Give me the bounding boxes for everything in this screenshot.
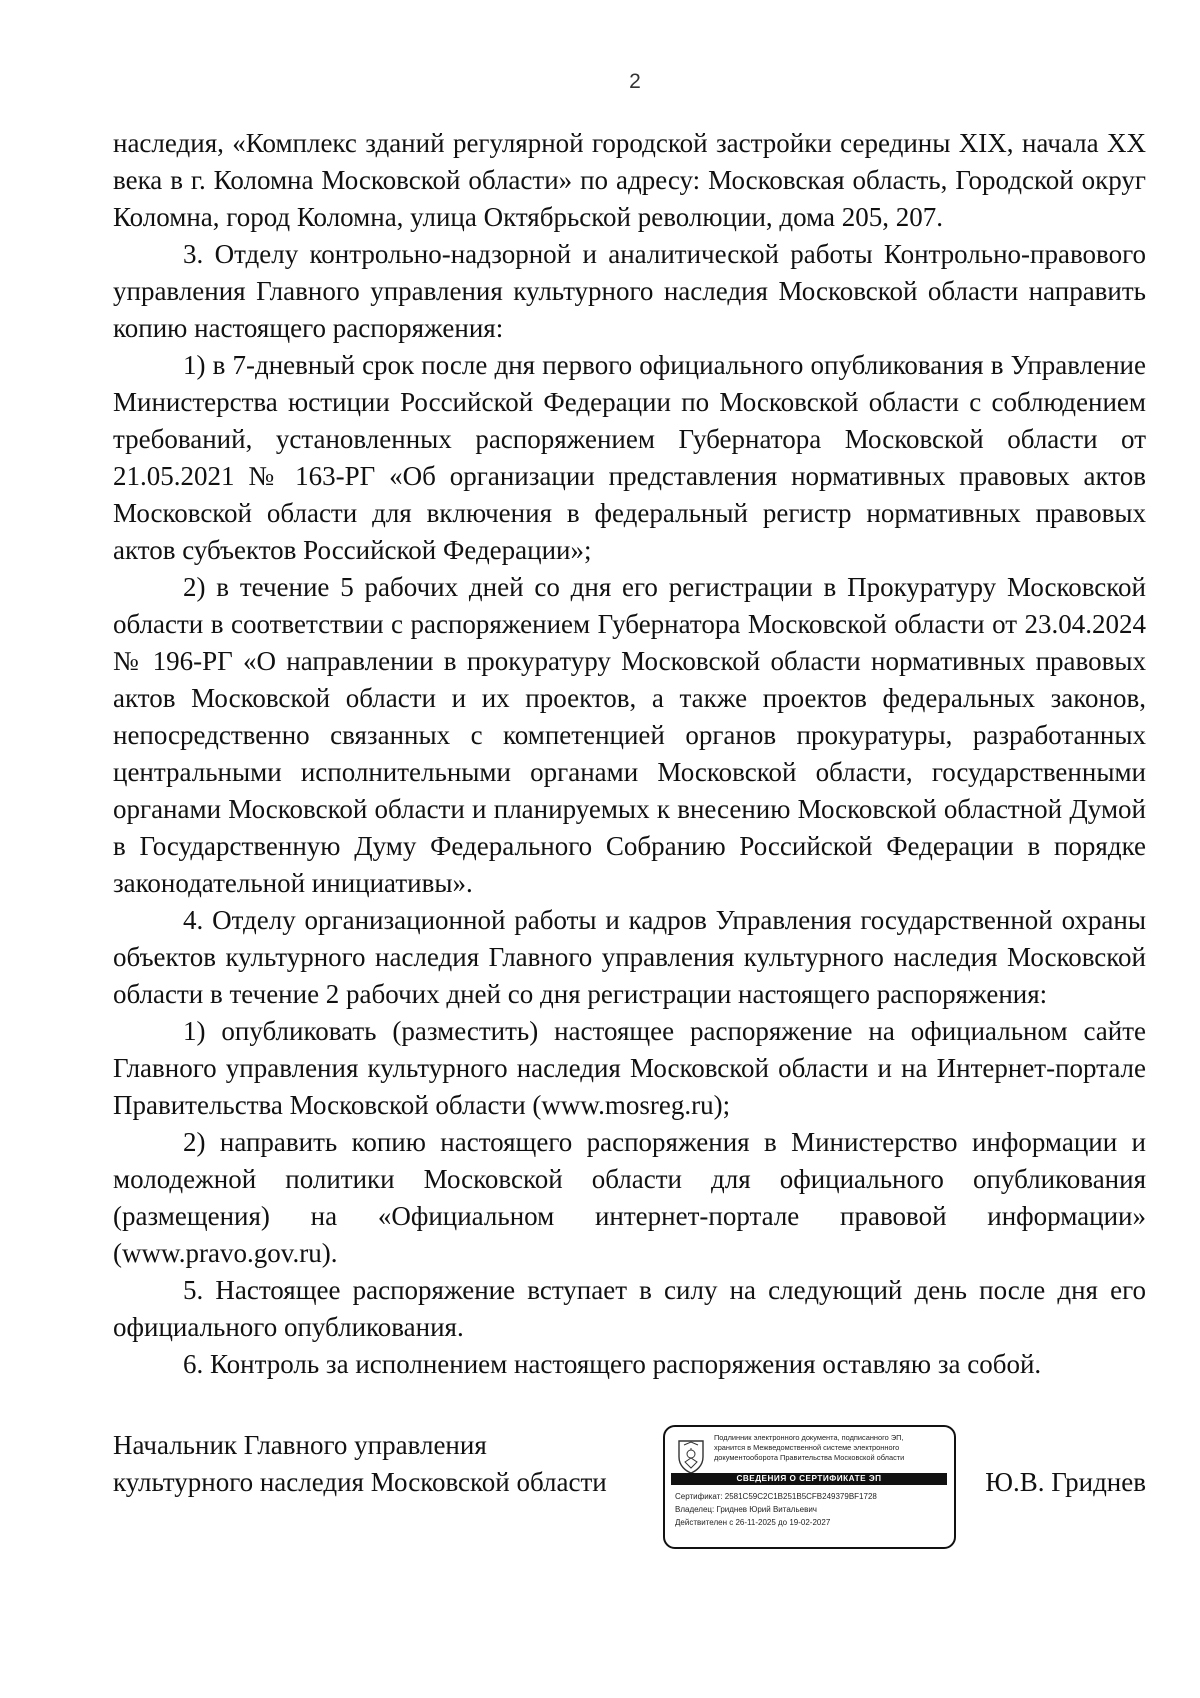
stamp-certificate-owner: Владелец: Гриднев Юрий Витальевич [675,1505,817,1514]
stamp-certificate-number: Сертификат: 2581C59C2C1B251B5CFB249379BF1728 [675,1492,877,1501]
coat-of-arms-icon [675,1437,707,1475]
paragraph-heritage-object: наследия, «Комплекс зданий регулярной городской застройки середины XIX, начала XX века в г. Коломна Московской области» по адресу: Московская область, Городской округ Коломна, город Коломна, улица Октябрьской революции, дома 205, 207. [113,128,1146,232]
paragraph-item-4: 4. Отделу организационной работы и кадров Управления государственной охраны объектов культурного наследия Главного управления культурного наследия Московской области в течение 2 рабочих дней со дня регистрации настоящего распоряжения: [113,905,1146,1009]
paragraph-item-3-2: 2) в течение 5 рабочих дней со дня его регистрации в Прокуратуру Московской области в соответствии с распоряжением Губернатора Московской области от 23.04.2024 № 196-РГ «О направлении в прокуратуру Московской области нормативных правовых актов Московской области и их проектов, а также проектов федеральных законов, непосредственно связанных с компетенцией органов прокуратуры, разработанных центральными исполнительными органами Московской области, государственными органами Московской области и планируемых к внесению Московской областной Думой в Государственную Думу Федерального Собранию Российской Федерации в порядке законодательной инициативы». [113,572,1146,898]
paragraph-item-3-1: 1) в 7-дневный срок после дня первого официального опубликования в Управление Министерства юстиции Российской Федерации по Московской области с соблюдением требований, установленных распоряжением Губернатора Московской области от 21.05.2021 № 163-РГ «Об организации представления нормативных правовых актов Московской области для включения в федеральный регистр нормативных правовых актов субъектов Российской Федерации»; [113,350,1146,565]
signatory-position [113,1427,607,1501]
stamp-note-line2: хранится в Межведомственной системе электронного [714,1443,900,1452]
paragraph-item-3: 3. Отделу контрольно-надзорной и аналитической работы Контрольно-правового управления Главного управления культурного наследия Московской области направить копию настоящего распоряжения: [113,239,1146,343]
document-body [113,125,1146,1383]
stamp-note-line1: Подлинник электронного документа, подписанного ЭП, [714,1433,904,1442]
stamp-note-line3: документооборота Правительства Московской области [714,1453,905,1462]
paragraph-item-5: 5. Настоящее распоряжение вступает в силу на следующий день после дня его официального опубликования. [113,1275,1146,1342]
stamp-certificate-info [675,1490,947,1529]
paragraph-item-4-2: 2) направить копию настоящего распоряжения в Министерство информации и молодежной политики Московской области для официального опубликования (размещения) на «Официальном интернет-портале правовой информации» (www.pravo.gov.ru). [113,1127,1146,1268]
stamp-header: СВЕДЕНИЯ О СЕРТИФИКАТЕ ЭП [671,1473,947,1485]
signatory-position-line1: Начальник Главного управления [113,1430,487,1460]
electronic-signature-stamp [663,1425,956,1549]
paragraph-item-4-1: 1) опубликовать (разместить) настоящее распоряжение на официальном сайте Главного управления культурного наследия Московской области и на Интернет-портале Правительства Московской области (www.mosreg.ru); [113,1016,1146,1120]
stamp-certificate-validity: Действителен с 26-11-2025 до 19-02-2027 [675,1518,831,1527]
stamp-note [714,1433,946,1463]
page-number: 2 [629,70,641,93]
signatory-position-line2: культурного наследия Московской области [113,1467,607,1497]
signatory-name: Ю.В. Гриднев [985,1467,1146,1497]
paragraph-item-6: 6. Контроль за исполнением настоящего распоряжения оставляю за собой. [183,1349,1042,1379]
